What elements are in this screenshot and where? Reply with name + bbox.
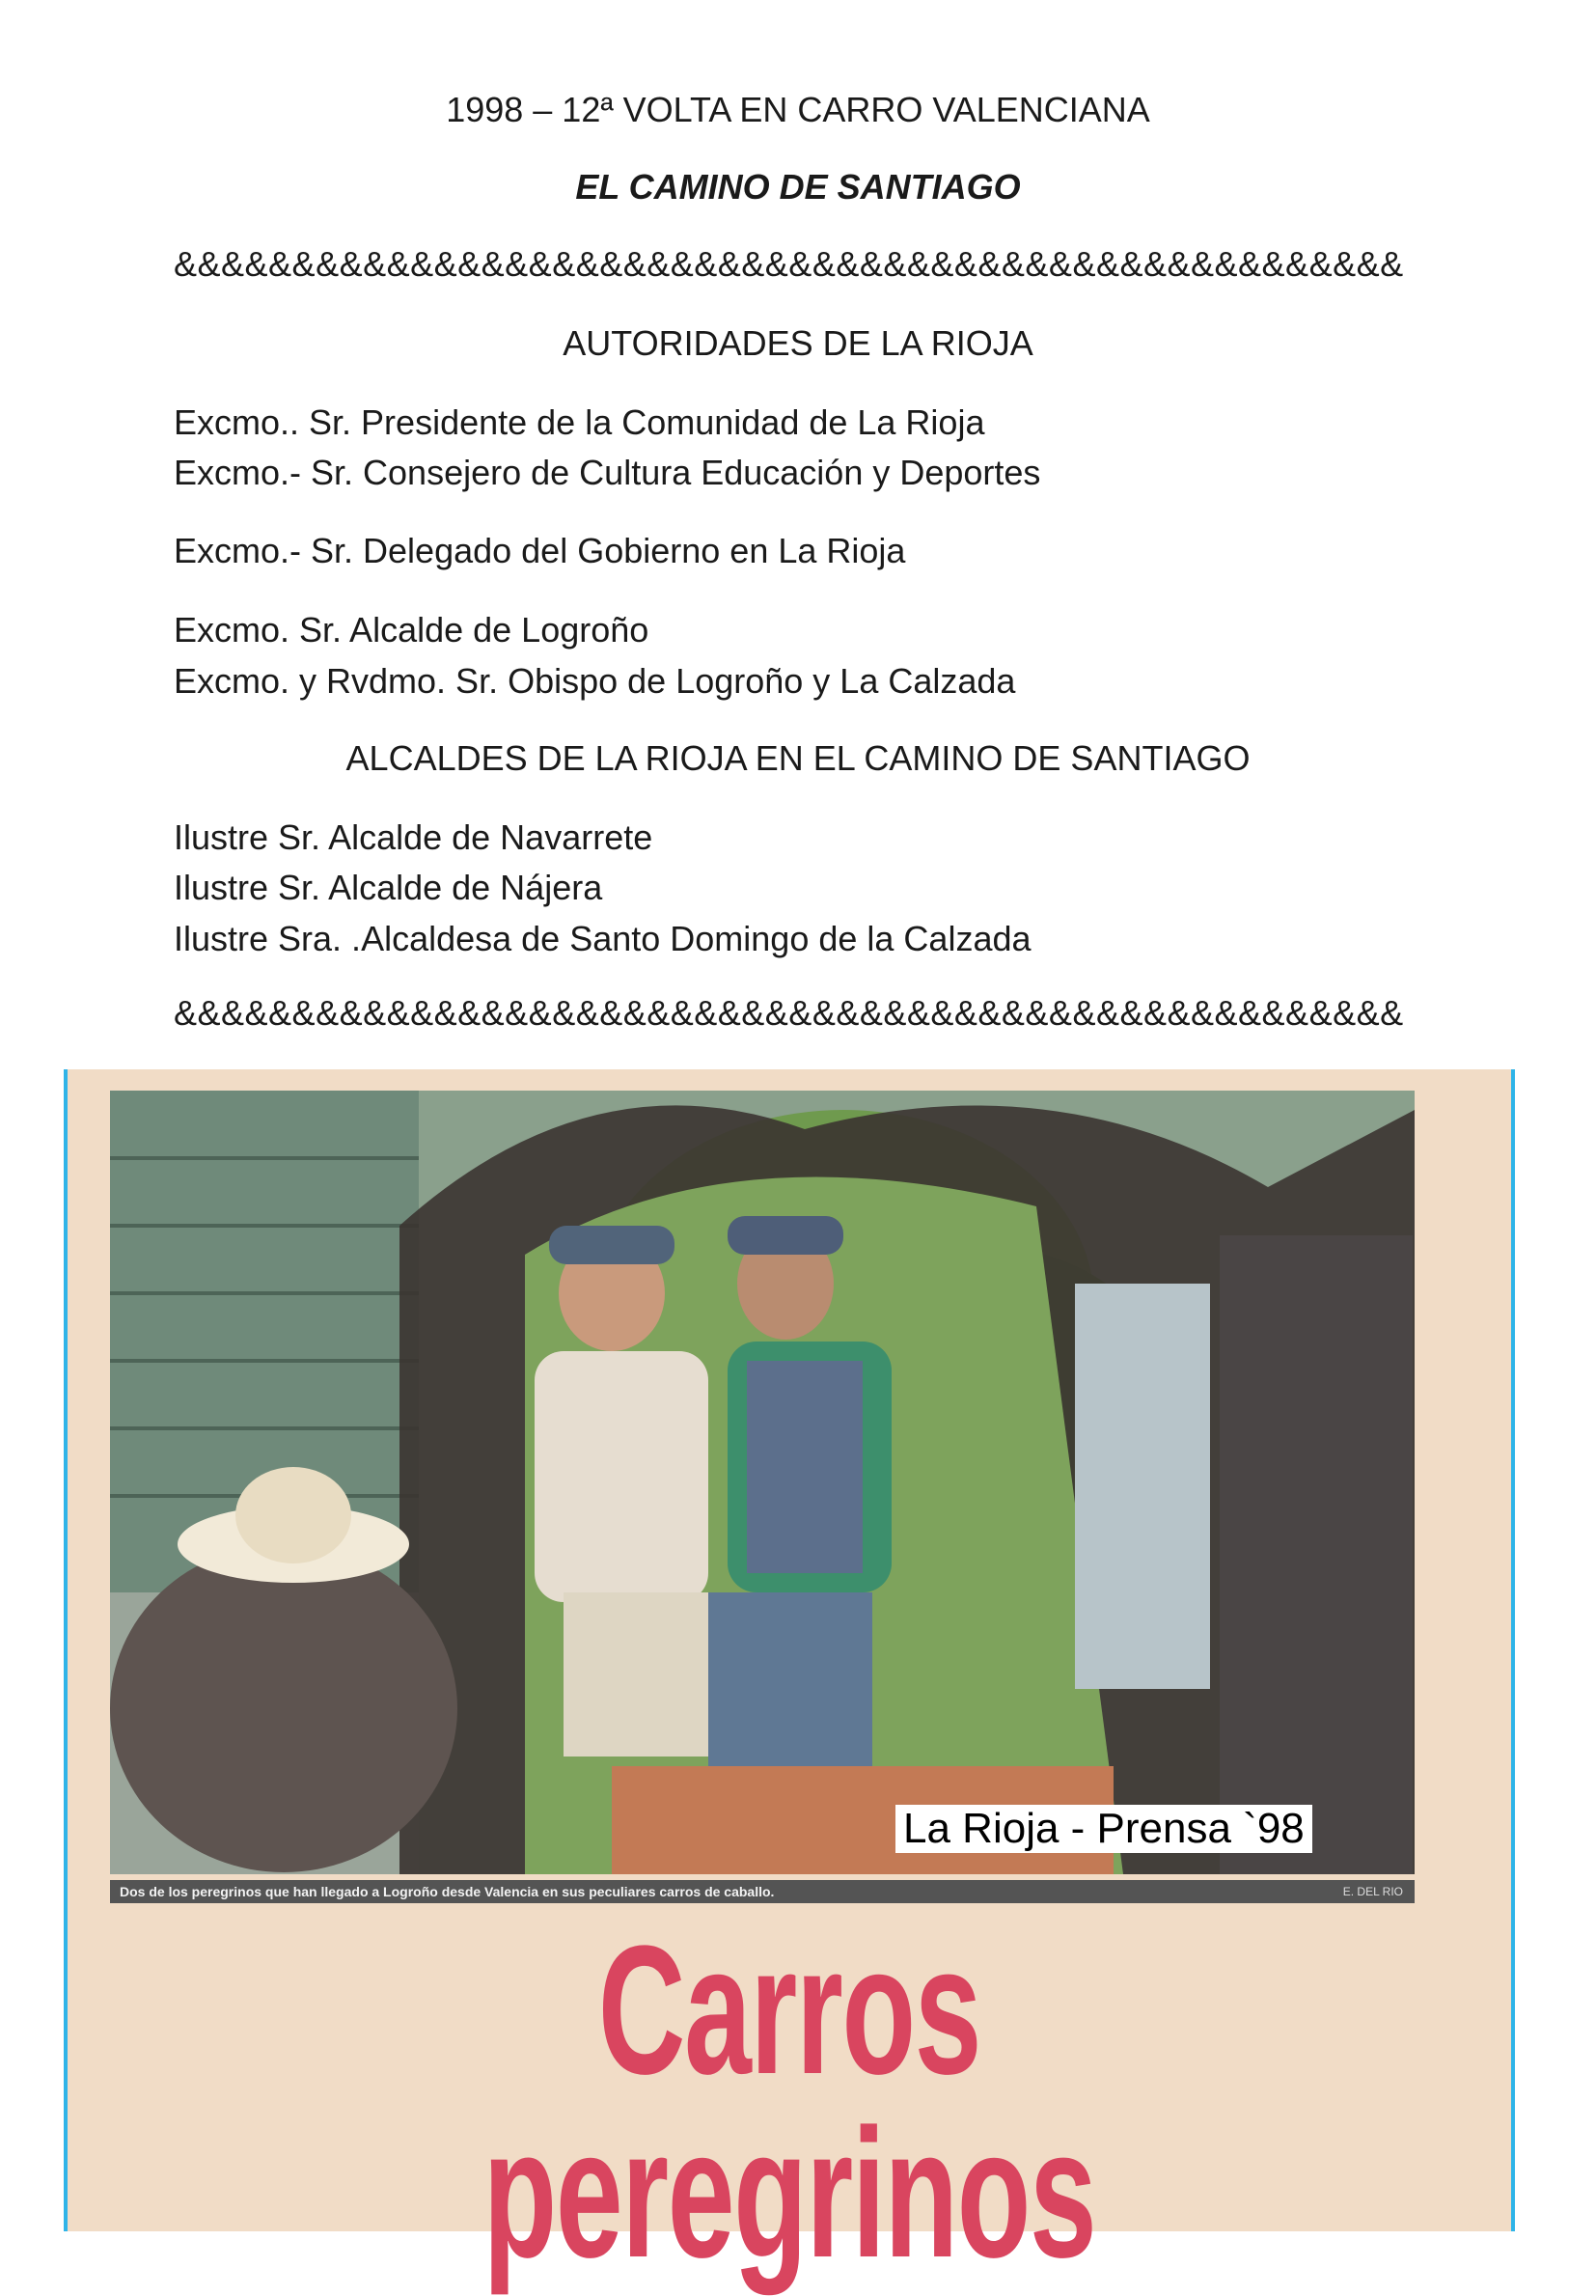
caption-text: Dos de los peregrinos que han llegado a Logroño desde Valencia en sus peculiares carros de caballo. (120, 1884, 775, 1899)
autoridades-heading: AUTORIDADES DE LA RIOJA (563, 323, 1033, 363)
photo-source-label: La Rioja - Prensa `98 (895, 1805, 1312, 1853)
separator-top: &&&&&&&&&&&&&&&&&&&&&&&&&&&&&&&&&&&&&&&&&&&&&&&&&&&& (174, 244, 1404, 284)
newspaper-headline: Carros peregrinos (482, 1908, 1096, 2296)
document-subtitle: EL CAMINO DE SANTIAGO (575, 167, 1021, 207)
photo-caption (110, 1880, 1415, 1903)
autoridad-line: Excmo.. Sr. Presidente de la Comunidad de La Rioja (174, 402, 985, 442)
autoridad-line: Excmo. Sr. Alcalde de Logroño (174, 610, 649, 650)
newspaper-photo (110, 1091, 1415, 1874)
document-title: 1998 – 12ª VOLTA EN CARRO VALENCIANA (446, 90, 1150, 129)
alcalde-line: Ilustre Sra. .Alcaldesa de Santo Domingo de la Calzada (174, 919, 1032, 958)
alcalde-line: Ilustre Sr. Alcalde de Nájera (174, 868, 603, 907)
wagon-photo-illustration (110, 1091, 1415, 1874)
autoridad-line: Excmo.- Sr. Delegado del Gobierno en La Rioja (174, 531, 906, 570)
autoridad-line: Excmo. y Rvdmo. Sr. Obispo de Logroño y La Calzada (174, 661, 1016, 701)
separator-bottom: &&&&&&&&&&&&&&&&&&&&&&&&&&&&&&&&&&&&&&&&&&&&&&&&&&&& (174, 993, 1404, 1033)
alcaldes-heading: ALCALDES DE LA RIOJA EN EL CAMINO DE SANTIAGO (345, 738, 1251, 778)
newspaper-clipping (64, 1069, 1515, 2296)
photo-credit: E. DEL RIO (1342, 1885, 1403, 1898)
autoridad-line: Excmo.- Sr. Consejero de Cultura Educación y Deportes (174, 453, 1041, 492)
alcalde-line: Ilustre Sr. Alcalde de Navarrete (174, 817, 653, 857)
